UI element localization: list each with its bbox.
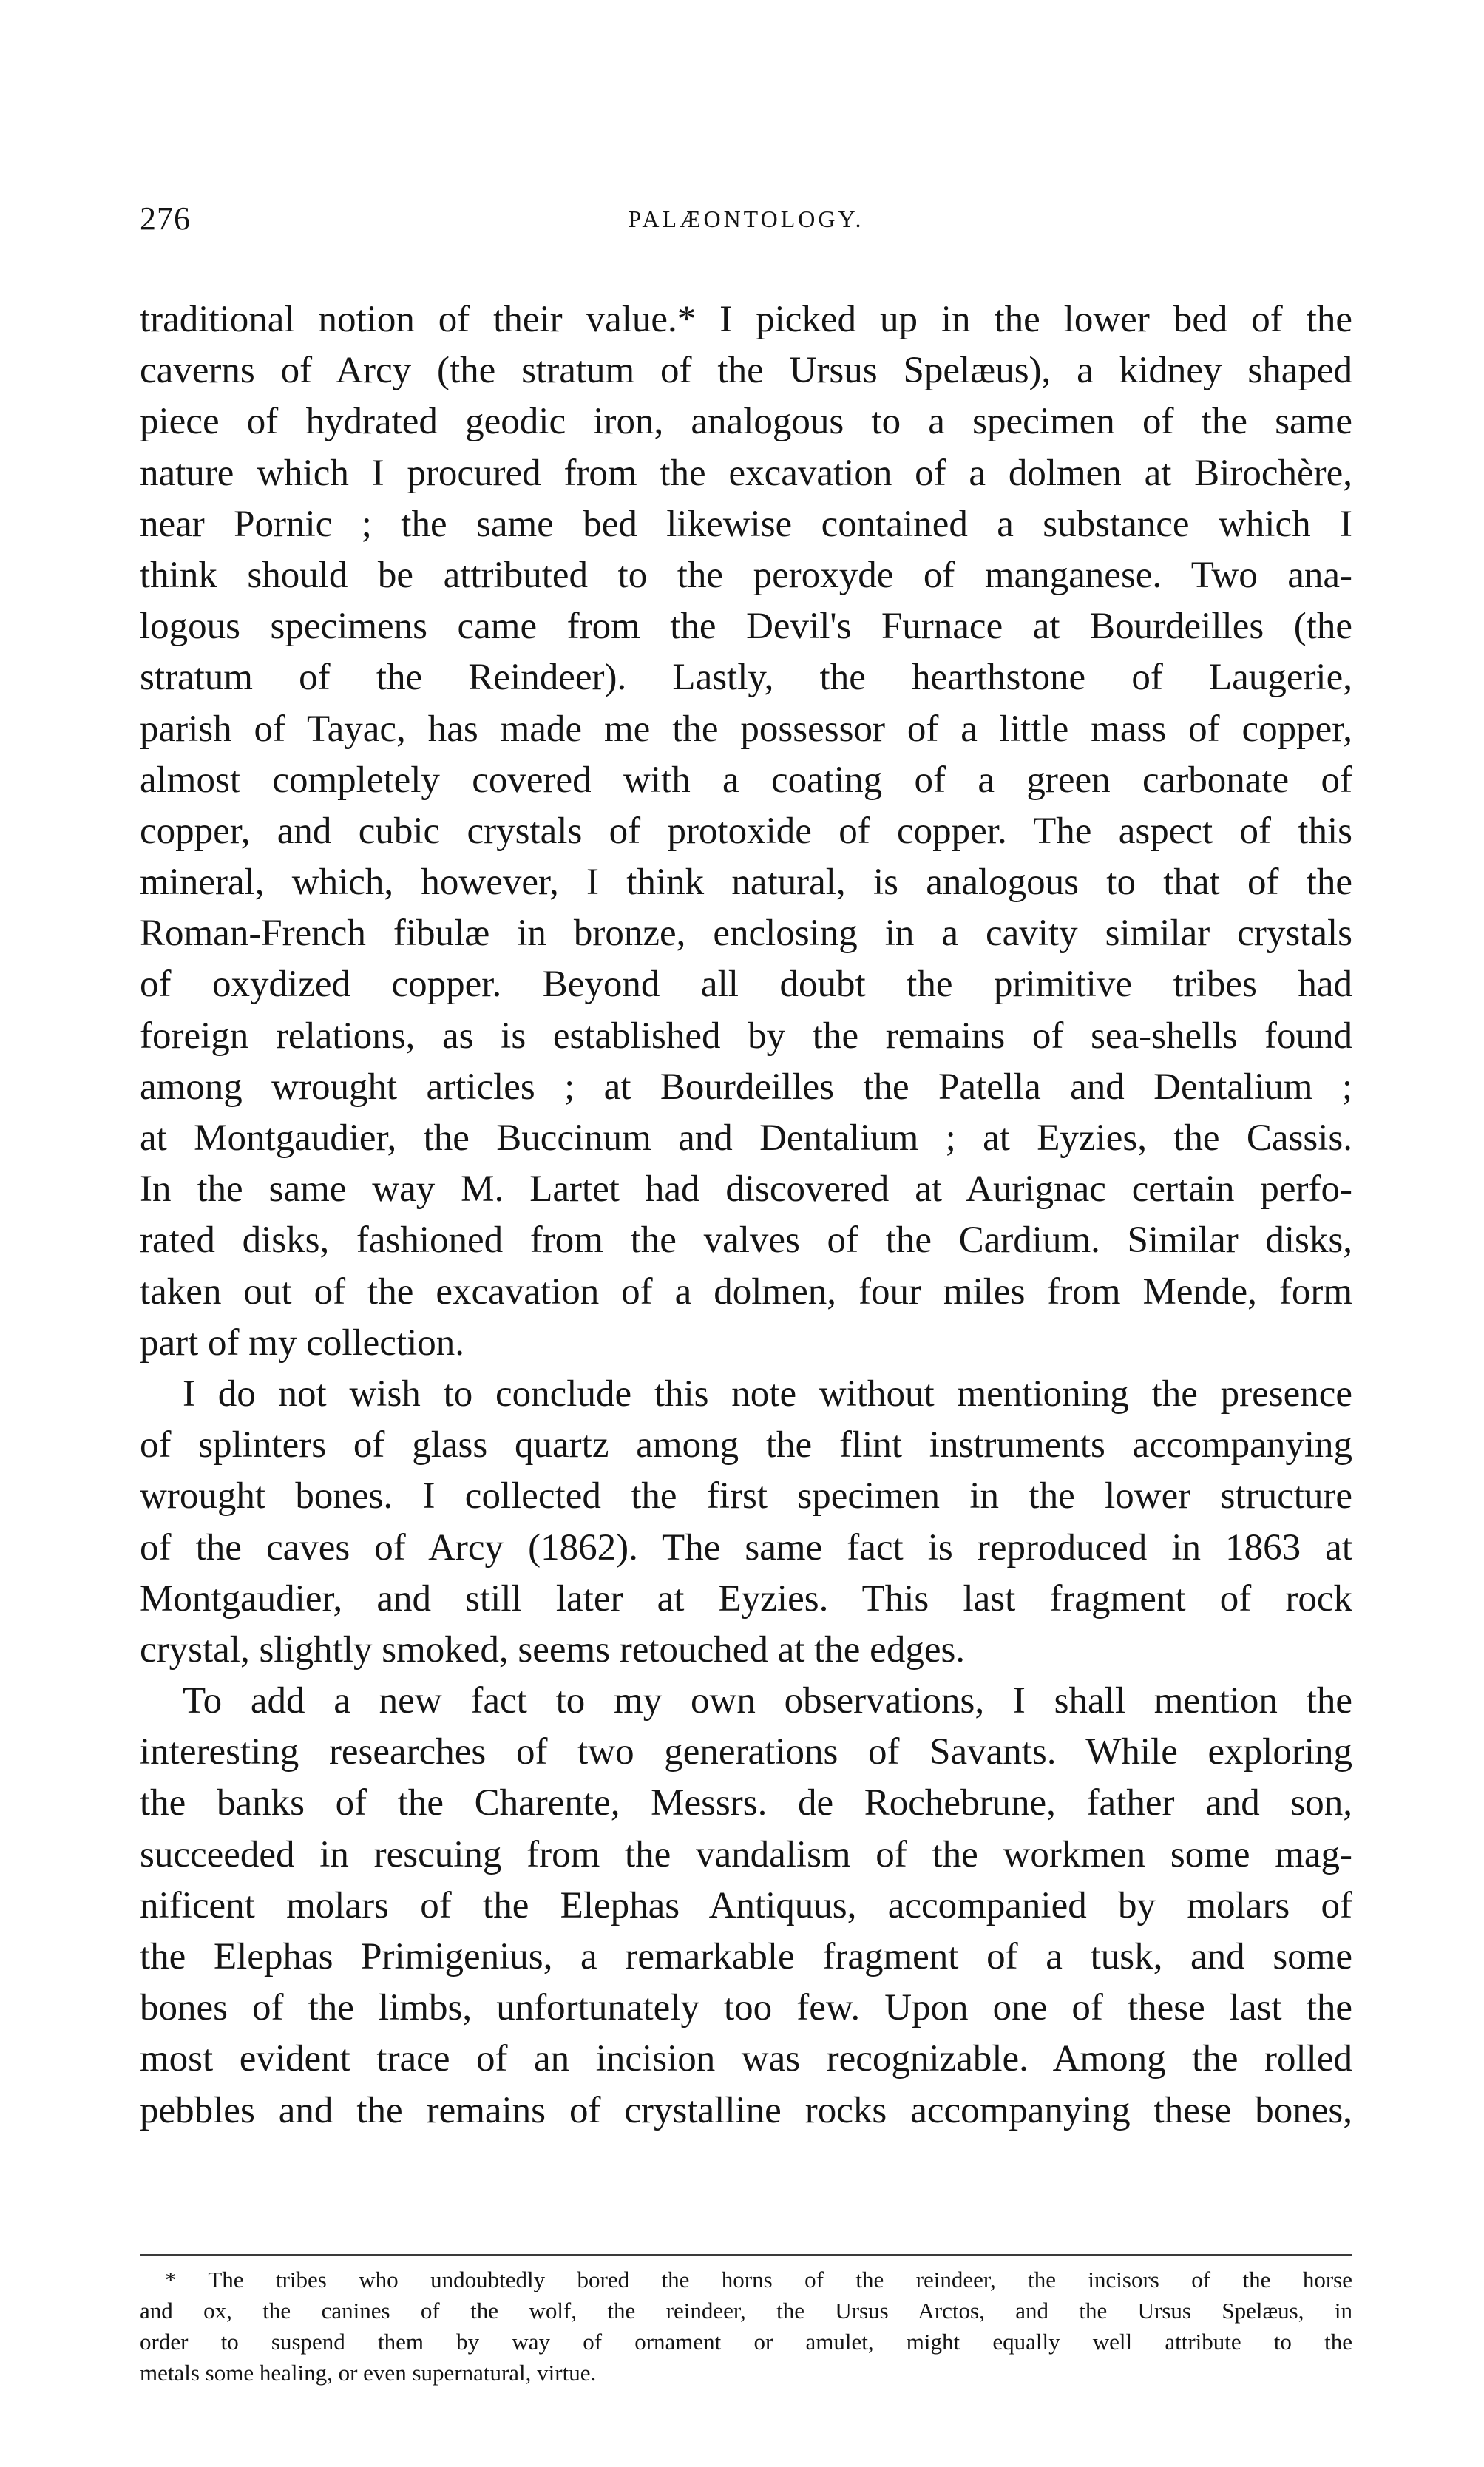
text-line: pebbles and the remains of crystalline rocks accompanying these bones, <box>140 2089 1352 2131</box>
text-line: of splinters of glass quartz among the flint instruments accompanying <box>140 1424 1352 1466</box>
text-line: rated disks, fashioned from the valves of the Cardium. Similar disks, <box>140 1219 1352 1262</box>
text-line: I do not wish to conclude this note without mentioning the presence <box>183 1373 1352 1415</box>
footnote-rule <box>140 2254 1352 2256</box>
text-line: among wrought articles ; at Bourdeilles the Patella and Dentalium ; <box>140 1066 1352 1108</box>
text-line: Montgaudier, and still later at Eyzies. This last fragment of rock <box>140 1577 1352 1620</box>
text-line: copper, and cubic crystals of protoxide of copper. The aspect of this <box>140 810 1352 852</box>
text-line: In the same way M. Lartet had discovered at Aurignac certain perfo- <box>140 1168 1352 1211</box>
text-line: mineral, which, however, I think natural, is analogous to that of the <box>140 862 1352 904</box>
footnote-line: and ox, the canines of the wolf, the reindeer, the Ursus Arctos, and the Ursus Spelæus, in <box>140 2298 1352 2324</box>
text-line: almost completely covered with a coating of a green carbonate of <box>140 759 1352 801</box>
text-line: interesting researches of two generations of Savants. While exploring <box>140 1731 1352 1773</box>
text-line: traditional notion of their value.* I picked up in the lower bed of the <box>140 299 1352 340</box>
text-line: bones of the limbs, unfortunately too few. Upon one of these last the <box>140 1987 1352 2029</box>
text-line: caverns of Arcy (the stratum of the Ursus Spelæus), a kidney shaped <box>140 350 1352 392</box>
text-line: taken out of the excavation of a dolmen, four miles from Mende, form <box>140 1270 1352 1313</box>
text-line: wrought bones. I collected the first specimen in the lower structure <box>140 1475 1352 1517</box>
text-line: nature which I procured from the excavation of a dolmen at Birochère, <box>140 452 1352 494</box>
text-line: parish of Tayac, has made me the possessor of a little mass of copper, <box>140 708 1352 750</box>
text-line: at Montgaudier, the Buccinum and Dentalium ; at Eyzies, the Cassis. <box>140 1117 1352 1159</box>
text-line: stratum of the Reindeer). Lastly, the hearthstone of Laugerie, <box>140 657 1352 699</box>
text-line: crystal, slightly smoked, seems retouched at the edges. <box>140 1628 966 1671</box>
text-line: the banks of the Charente, Messrs. de Rochebrune, father and son, <box>140 1782 1352 1824</box>
page-number: 276 <box>140 200 191 237</box>
body-text <box>140 294 1352 2136</box>
text-line: most evident trace of an incision was recognizable. Among the rolled <box>140 2038 1352 2080</box>
footnote-line: metals some healing, or even supernatural, virtue. <box>140 2360 597 2386</box>
text-line: the Elephas Primigenius, a remarkable fragment of a tusk, and some <box>140 1936 1352 1977</box>
footnote <box>140 2264 1352 2389</box>
text-line: piece of hydrated geodic iron, analogous to a specimen of the same <box>140 401 1352 443</box>
text-line: near Pornic ; the same bed likewise contained a substance which I <box>140 503 1352 545</box>
text-line: part of my collection. <box>140 1322 465 1364</box>
text-line: Roman-French fibulæ in bronze, enclosing in a cavity similar crystals <box>140 913 1352 955</box>
text-line: think should be attributed to the peroxyde of manganese. Two ana- <box>140 554 1352 596</box>
text-line: foreign relations, as is established by the remains of sea-shells found <box>140 1015 1352 1057</box>
text-line: logous specimens came from the Devil's Furnace at Bourdeilles (the <box>140 606 1352 648</box>
running-title: PALÆONTOLOGY. <box>628 206 864 232</box>
text-line: nificent molars of the Elephas Antiquus, accompanied by molars of <box>140 1884 1352 1926</box>
text-line: of the caves of Arcy (1862). The same fact is reproduced in 1863 at <box>140 1526 1352 1568</box>
text-line: succeeded in rescuing from the vandalism of the workmen some mag- <box>140 1833 1352 1875</box>
footnote-line: order to suspend them by way of ornament or amulet, might equally well attribute to the <box>140 2329 1352 2355</box>
text-line: To add a new fact to my own observations, I shall mention the <box>183 1680 1352 1722</box>
text-line: of oxydized copper. Beyond all doubt the primitive tribes had <box>140 964 1352 1006</box>
page-header <box>140 200 1352 251</box>
footnote-line: * The tribes who undoubtedly bored the horns of the reindeer, the incisors of the horse <box>165 2267 1352 2292</box>
